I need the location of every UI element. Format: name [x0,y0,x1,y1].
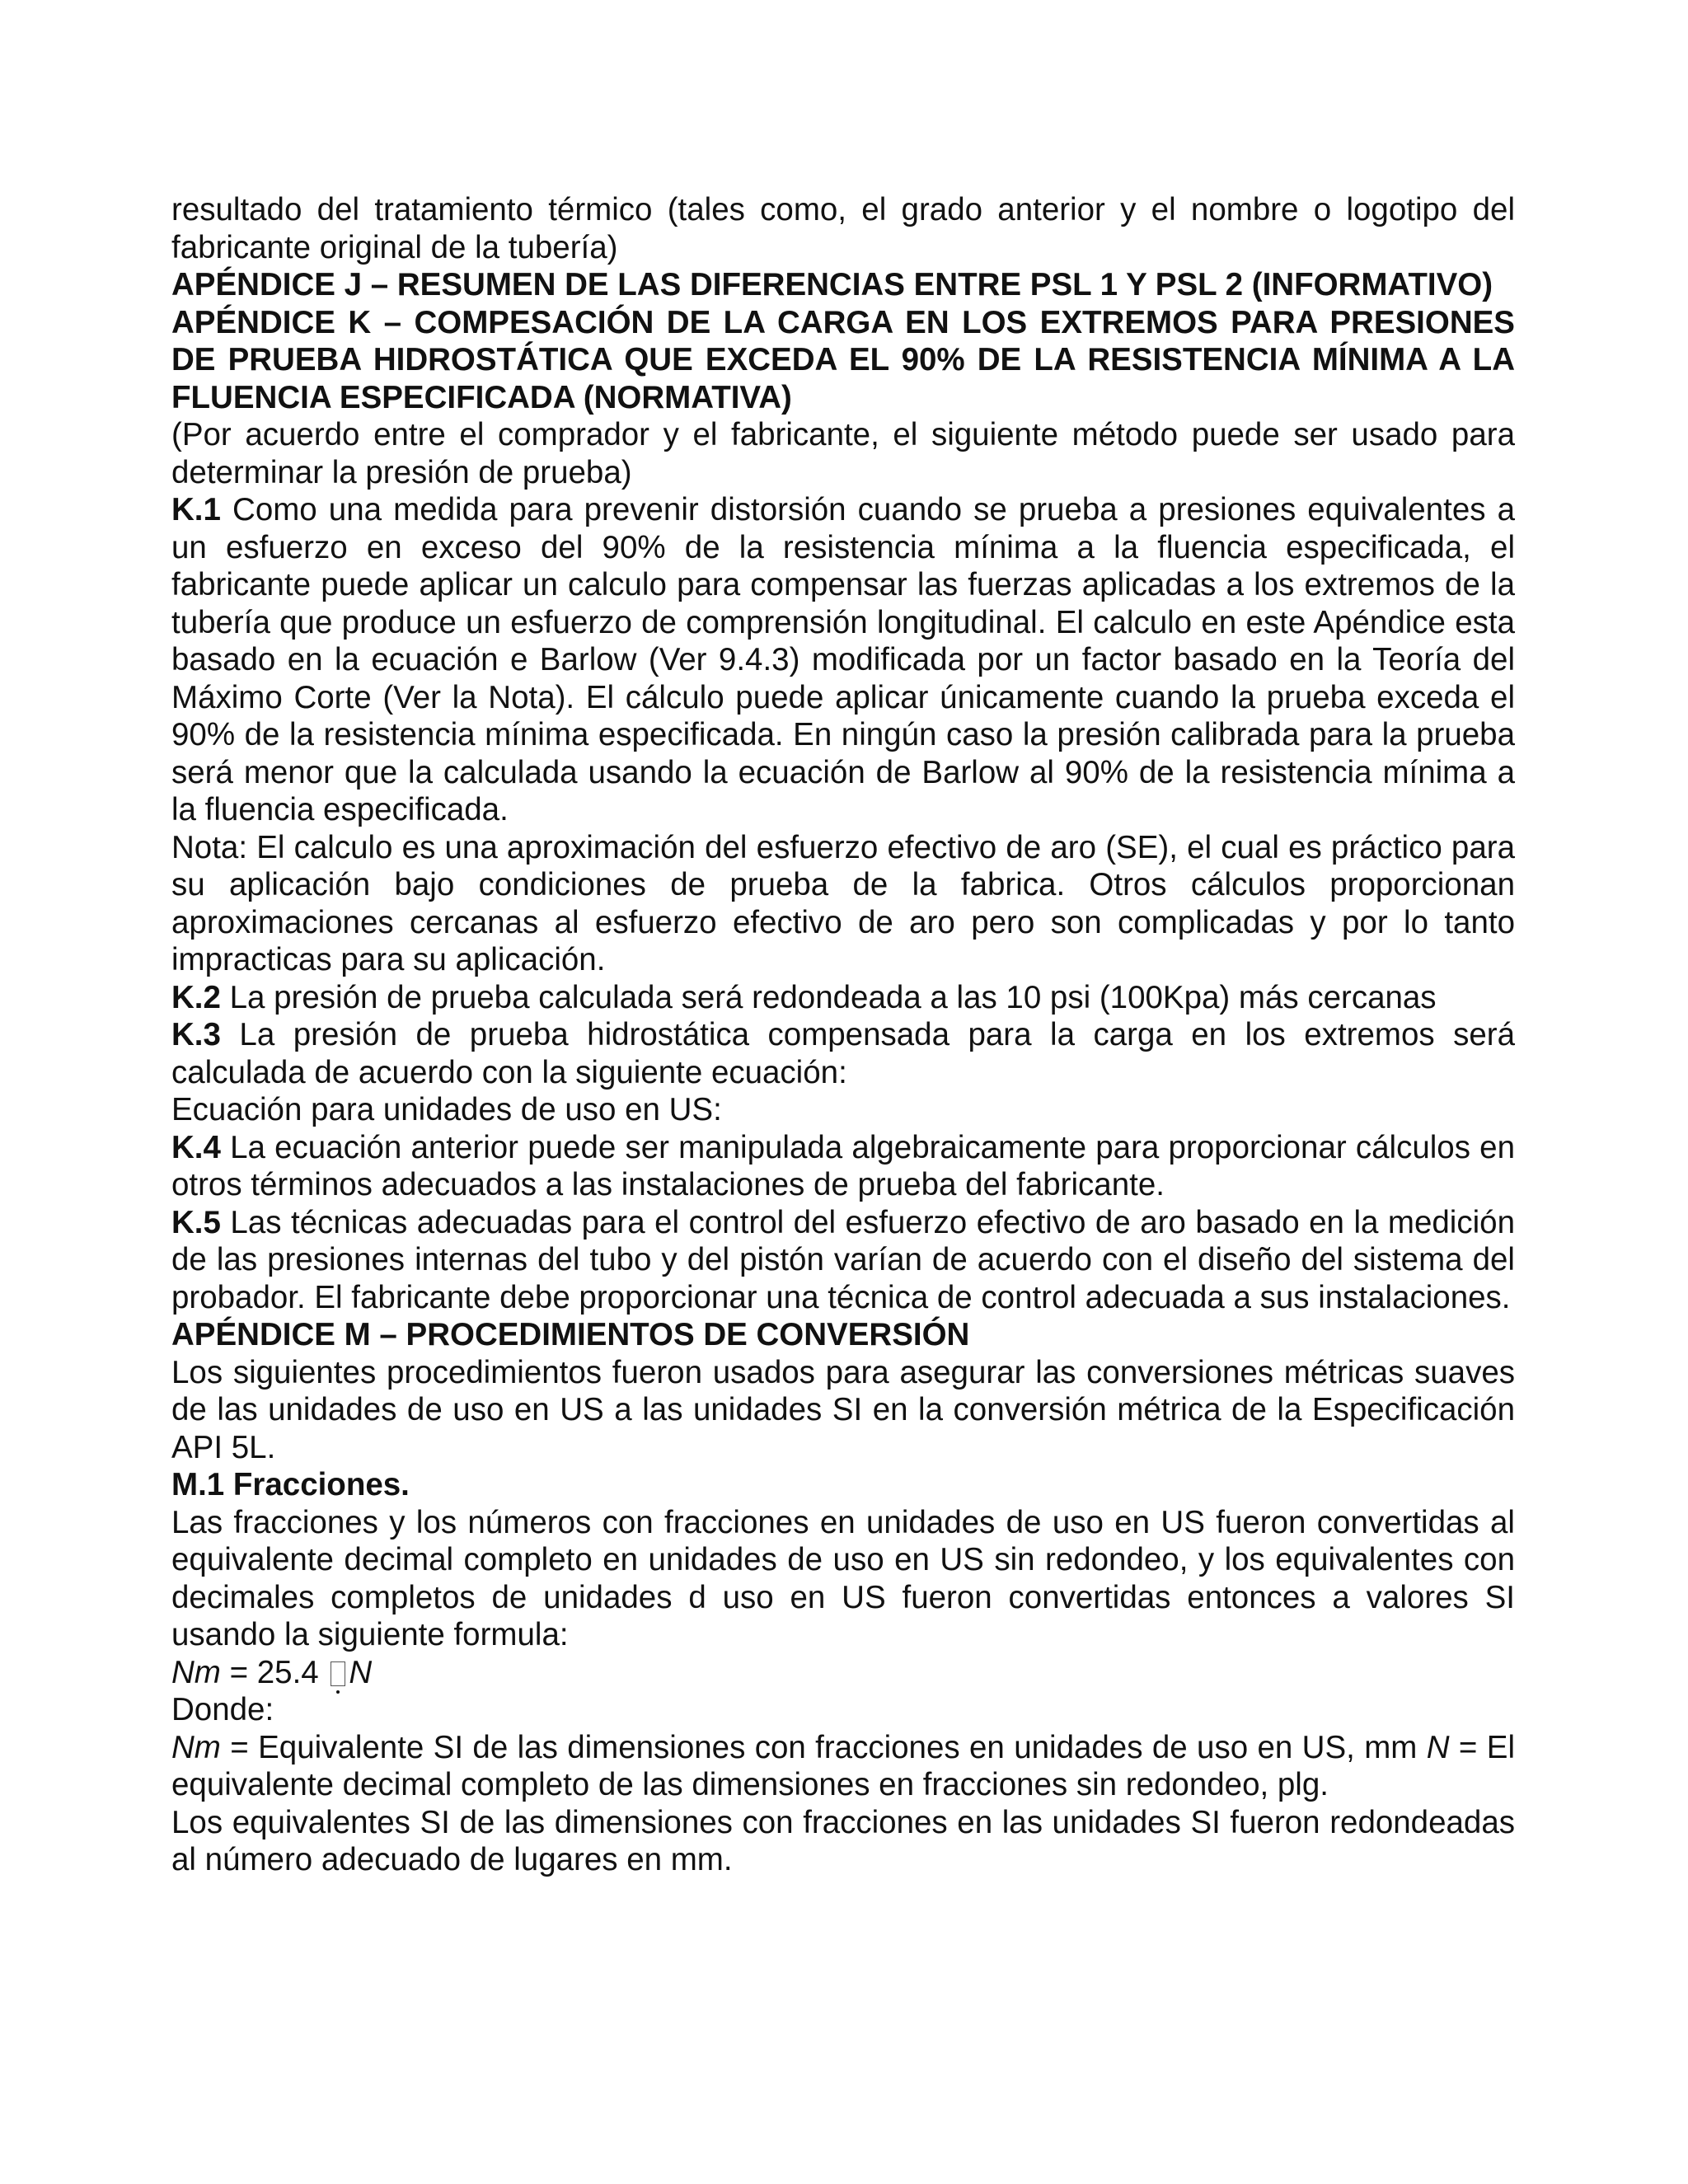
definitions-paragraph [171,1729,1515,1804]
def-nm-text: = Equivalente SI de las dimensiones con fracciones en unidades de uso en US, mm [220,1729,1427,1765]
def-n-symbol: N [1426,1729,1450,1765]
donde-label: Donde: [171,1692,274,1727]
section-k3 [171,1016,1515,1091]
appendix-m-heading: APÉNDICE M – PROCEDIMIENTOS DE CONVERSIÓN [171,1317,970,1352]
section-k4-text: La ecuación anterior puede ser manipulada algebraicamente para proporcionar cálculos en otros términos adecuados a las instalaciones de prueba del fabricante. [171,1129,1515,1202]
nota-paragraph: Nota: El calculo es una aproximación del esfuerzo efectivo de aro (SE), el cual es práctico para su aplicación bajo condiciones de prueba de la fabrica. Otros cálculos proporcionan aproximaciones cercanas al esfuerzo efectivo de aro pero son complicadas y por lo tanto impracticas para su aplicación. [171,829,1515,977]
section-m1-paragraph: Las fracciones y los números con fracciones en unidades de uso en US fueron convertidas al equivalente decimal completo en unidades de uso en US sin redondeo, y los equivalentes con decimales completos de unidades d uso en US fueron convertidas entonces a valores SI usando la siguiente formula: [171,1504,1515,1652]
section-k1 [171,491,1515,829]
section-k2-text: La presión de prueba calculada será redondeada a las 10 psi (100Kpa) más cercanas [220,979,1437,1015]
section-k4 [171,1129,1515,1204]
def-nm-symbol: Nm [171,1729,221,1765]
document-page [171,191,1515,1879]
missing-glyph-icon [331,1661,345,1686]
conversion-formula [171,1654,1515,1692]
section-k3-text: La presión de prueba hidrostática compensada para la carga en los extremos será calculada de acuerdo con la siguiente ecuación: [171,1017,1515,1090]
section-k1-text: Como una medida para prevenir distorsión cuando se prueba a presiones equivalentes a un esfuerzo en exceso del 90% de la resistencia mínima a la fluencia especificada, el fabricante puede aplicar un calculo para compensar las fuerzas aplicadas a los extremos de la tubería que produce un esfuerzo de comprensión longitudinal. El calculo en este Apéndice esta basado en la ecuación e Barlow (Ver 9.4.3) modificada por un factor basado en la Teoría del Máximo Corte (Ver la Nota). El cálculo puede aplicar únicamente cuando la prueba exceda el 90% de la resistencia mínima especificada. En ningún caso la presión calibrada para la prueba será menor que la calculada usando la ecuación de Barlow al 90% de la resistencia mínima a la fluencia especificada. [171,492,1515,827]
section-k4-label: K.4 [171,1129,221,1165]
section-k5 [171,1204,1515,1317]
section-k5-text: Las técnicas adecuadas para el control del esfuerzo efectivo de aro basado en la medición de las presiones internas del tubo y del pistón varían de acuerdo con el diseño del sistema del probador. El fabricante debe proporcionar una técnica de control adecuada a sus instalaciones. [171,1204,1515,1315]
section-k2-label: K.2 [171,979,221,1015]
final-paragraph: Los equivalentes SI de las dimensiones con fracciones en las unidades SI fueron redondeadas al número adecuado de lugares en mm. [171,1804,1515,1877]
equation-caption: Ecuación para unidades de uso en US: [171,1092,722,1127]
formula-nm: Nm [171,1654,221,1690]
appendix-k-heading: APÉNDICE K – COMPESACIÓN DE LA CARGA EN LOS EXTREMOS PARA PRESIONES DE PRUEBA HIDROSTÁTICA QUE EXCEDA EL 90% DE LA RESISTENCIA MÍNIMA A LA FLUENCIA ESPECIFICADA (NORMATIVA) [171,304,1515,415]
section-k2 [171,979,1515,1017]
intro-paragraph: resultado del tratamiento térmico (tales como, el grado anterior y el nombre o logotipo del fabricante original de la tubería) [171,192,1515,265]
section-k1-label: K.1 [171,492,221,527]
formula-middle: = 25.4 [220,1654,328,1690]
section-k5-label: K.5 [171,1204,221,1240]
formula-n: N [349,1654,373,1690]
appendix-j-heading: APÉNDICE J – RESUMEN DE LAS DIFERENCIAS ENTRE PSL 1 Y PSL 2 (INFORMATIVO) [171,267,1493,302]
appendix-k-intro: (Por acuerdo entre el comprador y el fabricante, el siguiente método puede ser usado para determinar la presión de prueba) [171,417,1515,490]
section-m1-heading: M.1 Fracciones. [171,1467,410,1502]
appendix-m-intro: Los siguientes procedimientos fueron usados para asegurar las conversiones métricas suaves de las unidades de uso en US a las unidades SI en la conversión métrica de la Especificación API 5L. [171,1354,1515,1465]
def-n-text: = El equivalente decimal completo de las dimensiones en fracciones sin redondeo, plg. [171,1729,1516,1802]
section-k3-label: K.3 [171,1017,221,1052]
